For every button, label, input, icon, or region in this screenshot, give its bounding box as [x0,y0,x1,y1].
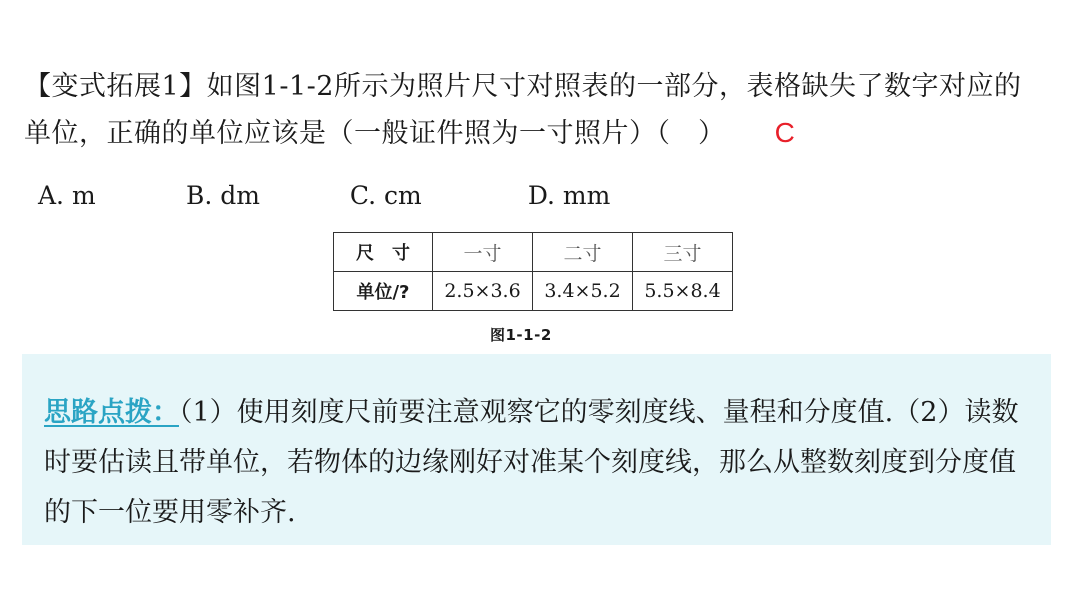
table-cell-two-inch: 二寸 [533,233,633,272]
hint-text: （1）使用刻度尺前要注意观察它的零刻度线、量程和分度值.（2）读数时要估读且带单位，若物体的边缘刚好对准某个刻度线，那么从整数刻度到分度值的下一位要用零补齐. [44,397,1019,528]
table-cell-three-inch: 三寸 [633,233,733,272]
hint-block [44,388,1034,538]
option-d: D. mm [527,181,611,210]
question-block [24,64,1034,157]
table-cell-two-inch-value: 3.4×5.2 [533,272,633,311]
table-cell-unit-label: 单位/? [334,272,433,311]
table-row-header [334,233,733,272]
table-cell-one-inch-value: 2.5×3.6 [433,272,533,311]
question-text: 【变式拓展1】如图1-1-2所示为照片尺寸对照表的一部分，表格缺失了数字对应的单位，正确的单位应该是（一般证件照为一寸照片）（ ） [24,71,1022,149]
options-row [38,176,648,216]
table-cell-three-inch-value: 5.5×8.4 [633,272,733,311]
answer-label: C [774,117,796,148]
option-b: B. dm [185,181,260,210]
option-a: A. m [38,181,96,210]
table-row-values [334,272,733,311]
hint-label: 思路点拨： [44,397,179,428]
table-cell-size-label: 尺 寸 [334,233,433,272]
table-cell-one-inch: 一寸 [433,233,533,272]
photo-size-table [333,232,733,311]
figure-caption: 图1-1-2 [490,326,552,344]
option-c: C. cm [349,181,422,210]
